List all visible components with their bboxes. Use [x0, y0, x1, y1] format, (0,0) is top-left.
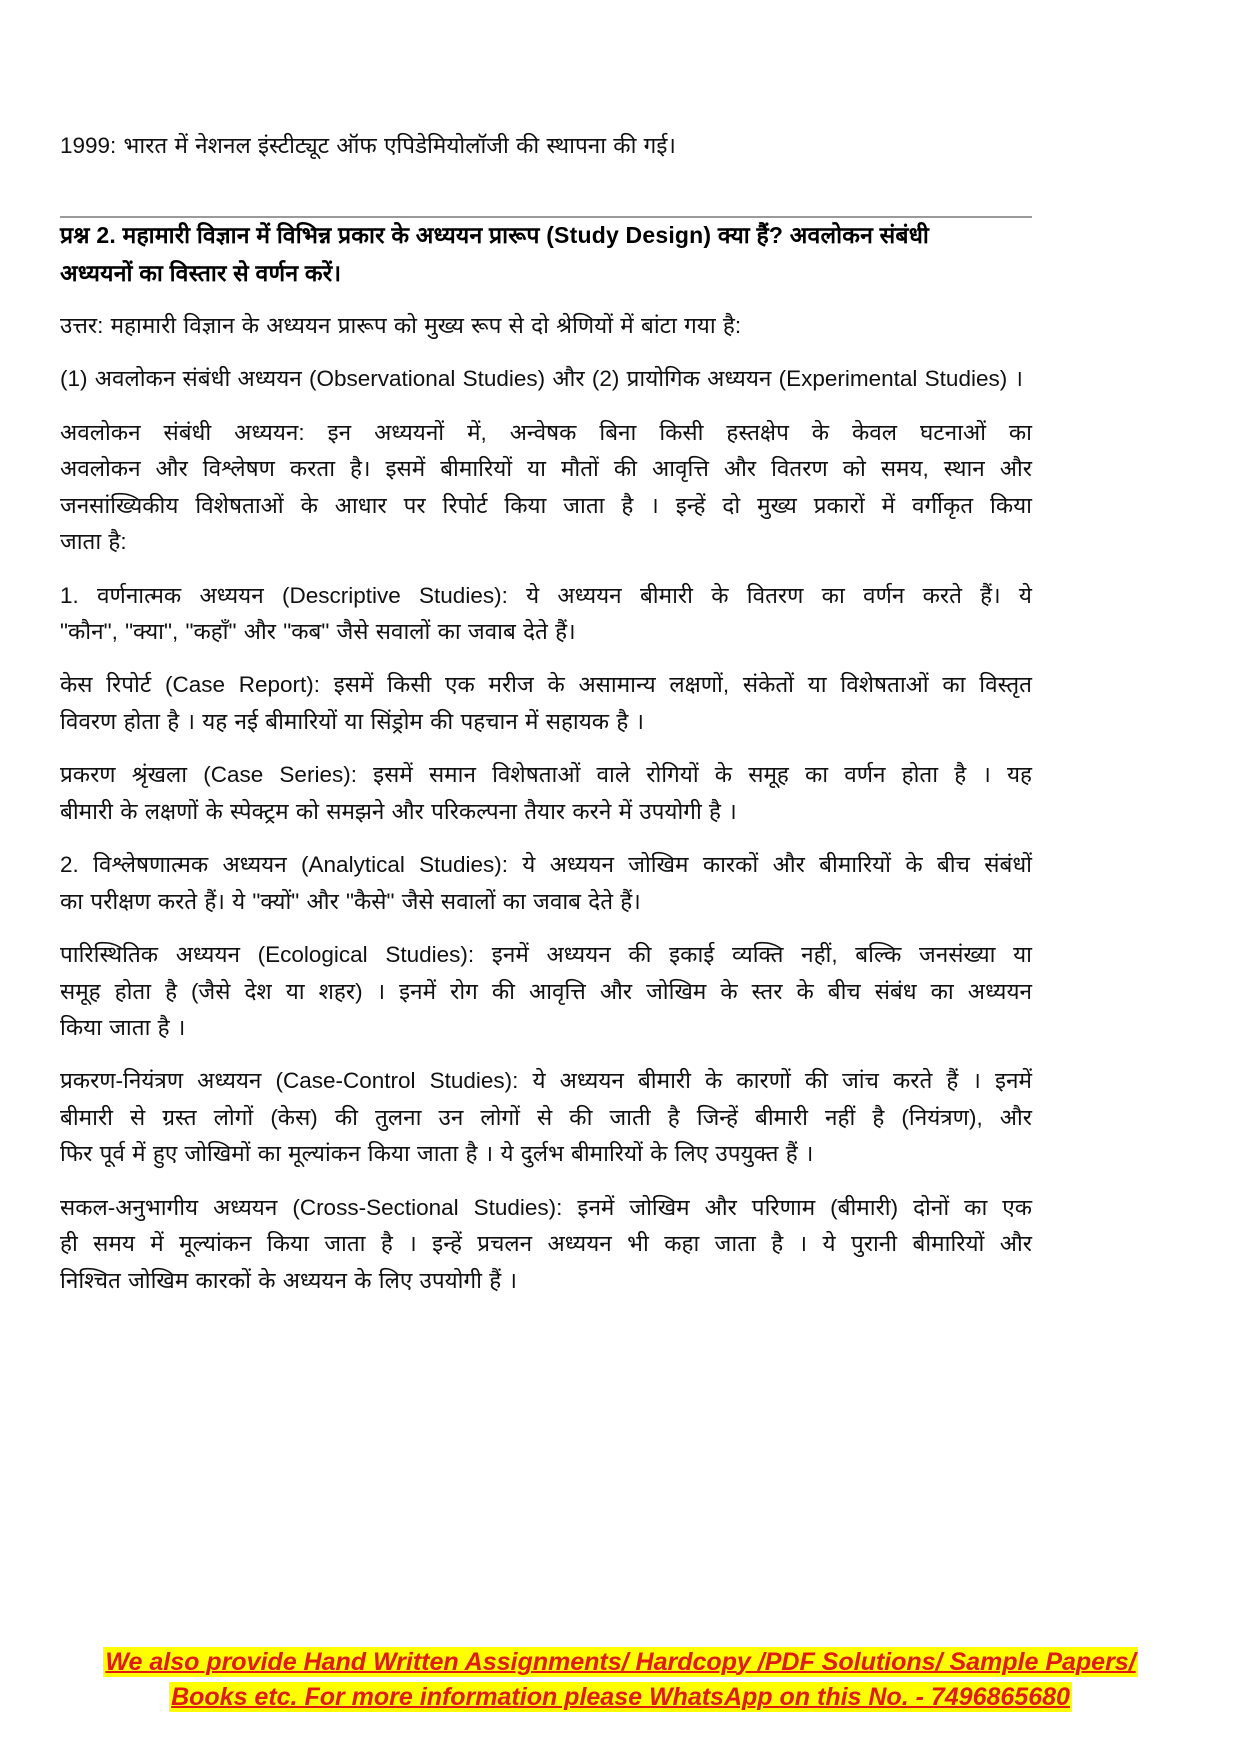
paragraph-categories: [60, 361, 1032, 397]
paragraph-observational-definition: [60, 415, 1032, 561]
top-line-paragraph: 1999: भारत में नेशनल इंस्टीट्यूट ऑफ एपिडेमियोलॉजी की स्थापना की गई।: [60, 133, 676, 158]
paragraph-line: प्रकरण-नियंत्रण अध्ययन (Case-Control Studies): ये अध्ययन बीमारी के कारणों की जांच करते हैं । इनमें: [60, 1068, 1032, 1094]
paragraph-line: जनसांख्यिकीय विशेषताओं के आधार पर रिपोर्ट किया जाता है । इन्हें दो मुख्य प्रकारों में वर्गीकृत किया: [60, 492, 1032, 518]
paragraph-case-control-studies: [60, 1063, 1032, 1172]
paragraph-line: का परीक्षण करते हैं। ये "क्यों" और "कैसे" जैसे सवालों का जवाब देते हैं।: [60, 888, 641, 914]
paragraph-answer-intro: [60, 308, 1032, 344]
paragraph-line: "कौन", "क्या", "कहाँ" और "कब" जैसे सवालों का जवाब देते हैं।: [60, 619, 576, 644]
document-body: [60, 128, 1032, 1316]
footer-line-1: [0, 1645, 1241, 1680]
paragraph-line: जाता है:: [60, 529, 127, 555]
paragraph-line: 2. विश्लेषणात्मक अध्ययन (Analytical Studies): ये अध्ययन जोखिम कारकों और बीमारियों के बीच संबंधों: [60, 852, 1032, 878]
paragraph-descriptive-studies: [60, 578, 1032, 651]
paragraph-line: केस रिपोर्ट (Case Report): इसमें किसी एक मरीज के असामान्य लक्षणों, संकेतों या विशेषताओं का विस्तृत: [60, 672, 1032, 698]
paragraph-line: फिर पूर्व में हुए जोखिमों का मूल्यांकन किया जाता है । ये दुर्लभ बीमारियों के लिए उपयुक्त हैं ।: [60, 1141, 814, 1167]
footer-line-1-text: We also provide Hand Written Assignments/ Hardcopy /PDF Solutions/ Sample Papers/: [105, 1648, 1136, 1676]
paragraph-line: सकल-अनुभागीय अध्ययन (Cross-Sectional Studies): इनमें जोखिम और परिणाम (बीमारी) दोनों का एक: [60, 1194, 1032, 1220]
paragraph-ecological-studies: [60, 937, 1032, 1046]
paragraph-line: बीमारी से ग्रस्त लोगों (केस) की तुलना उन लोगों से की जाती है जिन्हें बीमारी नहीं है (नियंत्रण), और: [60, 1104, 1032, 1130]
question-heading-line-1: प्रश्न 2. महामारी विज्ञान में विभिन्न प्रकार के अध्ययन प्रारूप (Study Design) क्या हैं? अवलोकन संबंधी: [60, 222, 930, 249]
paragraph-case-report: [60, 667, 1032, 740]
question-heading-line-2: अध्ययनों का विस्तार से वर्णन करें।: [60, 259, 342, 286]
footer-line-2-text: Books etc. For more information please WhatsApp on this No. - 7496865680: [171, 1682, 1070, 1711]
paragraph-line: प्रकरण श्रृंखला (Case Series): इसमें समान विशेषताओं वाले रोगियों के समूह का वर्णन होता है । यह: [60, 762, 1032, 788]
promotional-footer: [0, 1645, 1241, 1714]
paragraph-line: (1) अवलोकन संबंधी अध्ययन (Observational Studies) और (2) प्रायोगिक अध्ययन (Experimental Studies) ।: [60, 366, 1023, 392]
question-heading: [60, 217, 1032, 292]
paragraph-line: किया जाता है ।: [60, 1014, 186, 1040]
paragraph-line: अवलोकन संबंधी अध्ययन: इन अध्ययनों में, अन्वेषक बिना किसी हस्तक्षेप के केवल घटनाओं का: [60, 419, 1032, 445]
paragraph-line: उत्तर: महामारी विज्ञान के अध्ययन प्रारूप को मुख्य रूप से दो श्रेणियों में बांटा गया है:: [60, 312, 742, 338]
footer-line-2: [0, 1680, 1241, 1715]
paragraph-case-series: [60, 757, 1032, 830]
paragraph-analytical-studies: [60, 847, 1032, 920]
section-divider: [60, 216, 1032, 218]
paragraph-line: बीमारी के लक्षणों के स्पेक्ट्रम को समझने और परिकल्पना तैयार करने में उपयोगी है ।: [60, 798, 737, 824]
paragraph-line: ही समय में मूल्यांकन किया जाता है । इन्हें प्रचलन अध्ययन भी कहा जाता है । ये पुरानी बीमारियों और: [60, 1231, 1032, 1257]
paragraph-line: अवलोकन और विश्लेषण करता है। इसमें बीमारियों या मौतों की आवृत्ति और वितरण को समय, स्थान और: [60, 456, 1032, 482]
paragraph-line: 1. वर्णनात्मक अध्ययन (Descriptive Studies): ये अध्ययन बीमारी के वितरण का वर्णन करते हैं। ये: [60, 582, 1032, 608]
paragraph-line: समूह होता है (जैसे देश या शहर) । इनमें रोग की आवृत्ति और जोखिम के स्तर के बीच संबंध का अध्ययन: [60, 978, 1032, 1004]
paragraph-line: पारिस्थितिक अध्ययन (Ecological Studies): इनमें अध्ययन की इकाई व्यक्ति नहीं, बल्कि जनसंख्या या: [60, 942, 1032, 968]
paragraph-line: निश्चित जोखिम कारकों के अध्ययन के लिए उपयोगी हैं ।: [60, 1267, 517, 1293]
paragraph-line: विवरण होता है । यह नई बीमारियों या सिंड्रोम की पहचान में सहायक है ।: [60, 708, 645, 734]
paragraph-cross-sectional-studies: [60, 1190, 1032, 1299]
